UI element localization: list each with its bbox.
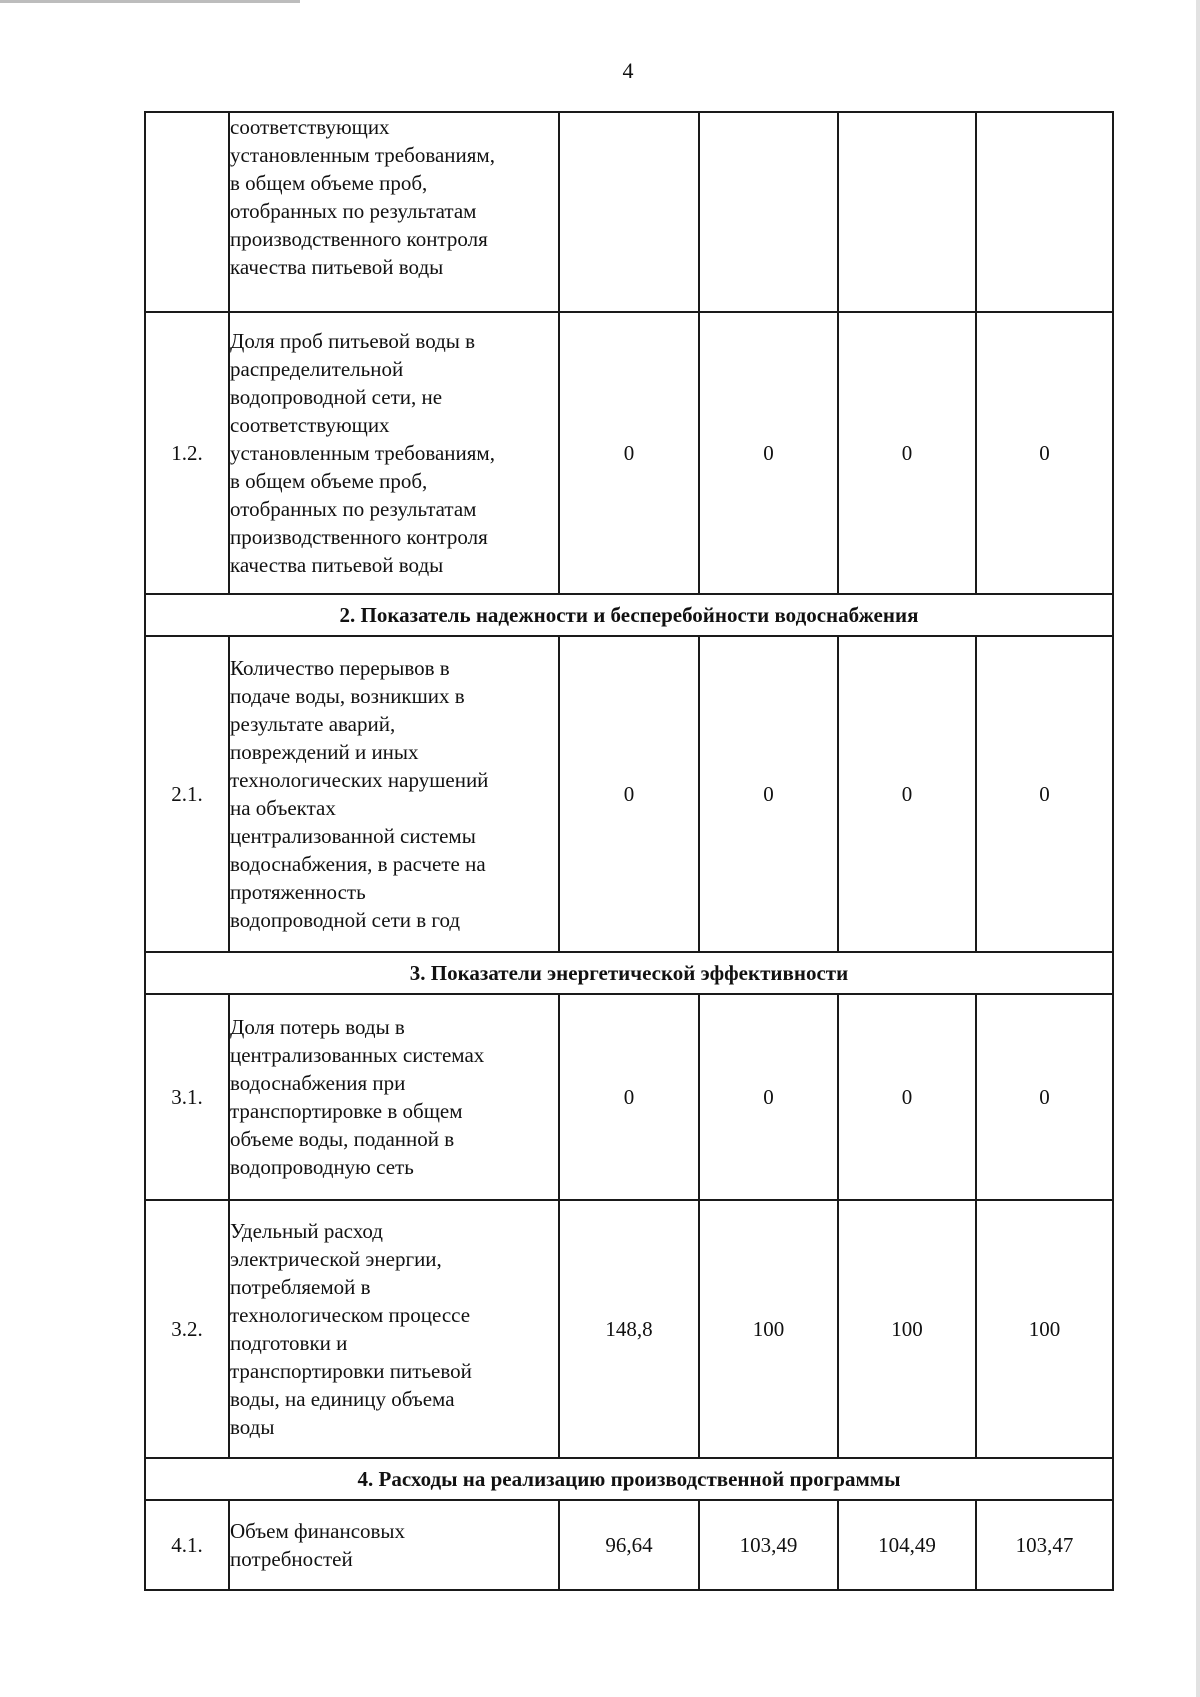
section-header-row: [145, 1458, 1113, 1500]
section-header-row: [145, 952, 1113, 994]
table-row: [145, 636, 1113, 952]
value-cell: 0: [559, 994, 699, 1200]
indicators-table: [144, 111, 1114, 1591]
value-cell: 104,49: [838, 1500, 976, 1590]
scan-edge-right: [1196, 0, 1200, 1697]
section-title: 4. Расходы на реализацию производственной программы: [145, 1458, 1113, 1500]
value-cell: 148,8: [559, 1200, 699, 1458]
value-cell: [976, 112, 1113, 312]
table-row: [145, 112, 1113, 312]
value-cell: 103,47: [976, 1500, 1113, 1590]
indicator-description: Доля проб питьевой воды в распределительной водопроводной сети, не соответствующих установленным требованиям, в общем объеме проб, отобранных по результатам производственного контроля качества питьевой воды: [229, 312, 559, 594]
indicator-description: Удельный расход электрической энергии, потребляемой в технологическом процессе подготовки и транспортировки питьевой воды, на единицу объема воды: [229, 1200, 559, 1458]
row-number: 3.1.: [145, 994, 229, 1200]
page-number: 4: [622, 58, 634, 83]
section-header-row: [145, 594, 1113, 636]
value-cell: 0: [838, 994, 976, 1200]
table-body: [145, 112, 1113, 1590]
value-cell: 0: [699, 636, 838, 952]
value-cell: 0: [838, 312, 976, 594]
value-cell: 100: [699, 1200, 838, 1458]
value-cell: 96,64: [559, 1500, 699, 1590]
value-cell: 0: [976, 636, 1113, 952]
indicator-description: Количество перерывов в подаче воды, возникших в результате аварий, повреждений и иных технологических нарушений на объектах централизованной системы водоснабжения, в расчете на протяженность водопроводной сети в год: [229, 636, 559, 952]
value-cell: 0: [699, 994, 838, 1200]
value-cell: 0: [976, 312, 1113, 594]
value-cell: 0: [976, 994, 1113, 1200]
value-cell: [838, 112, 976, 312]
row-number: 4.1.: [145, 1500, 229, 1590]
value-cell: [699, 112, 838, 312]
indicator-description: Доля потерь воды в централизованных системах водоснабжения при транспортировке в общем объеме воды, поданной в водопроводную сеть: [229, 994, 559, 1200]
value-cell: 100: [838, 1200, 976, 1458]
row-number: 2.1.: [145, 636, 229, 952]
table-row: [145, 1200, 1113, 1458]
value-cell: 0: [559, 636, 699, 952]
value-cell: 100: [976, 1200, 1113, 1458]
value-cell: 0: [699, 312, 838, 594]
table-row: [145, 1500, 1113, 1590]
value-cell: 0: [838, 636, 976, 952]
value-cell: 0: [559, 312, 699, 594]
row-number: 3.2.: [145, 1200, 229, 1458]
section-title: 2. Показатель надежности и бесперебойности водоснабжения: [145, 594, 1113, 636]
table-row: [145, 312, 1113, 594]
indicator-description: Объем финансовых потребностей: [229, 1500, 559, 1590]
scan-edge-top: [0, 0, 300, 3]
row-number: [145, 112, 229, 312]
section-title: 3. Показатели энергетической эффективности: [145, 952, 1113, 994]
row-number: 1.2.: [145, 312, 229, 594]
value-cell: 103,49: [699, 1500, 838, 1590]
value-cell: [559, 112, 699, 312]
table-row: [145, 994, 1113, 1200]
indicator-description: соответствующих установленным требованиям, в общем объеме проб, отобранных по результатам производственного контроля качества питьевой воды: [229, 112, 559, 312]
